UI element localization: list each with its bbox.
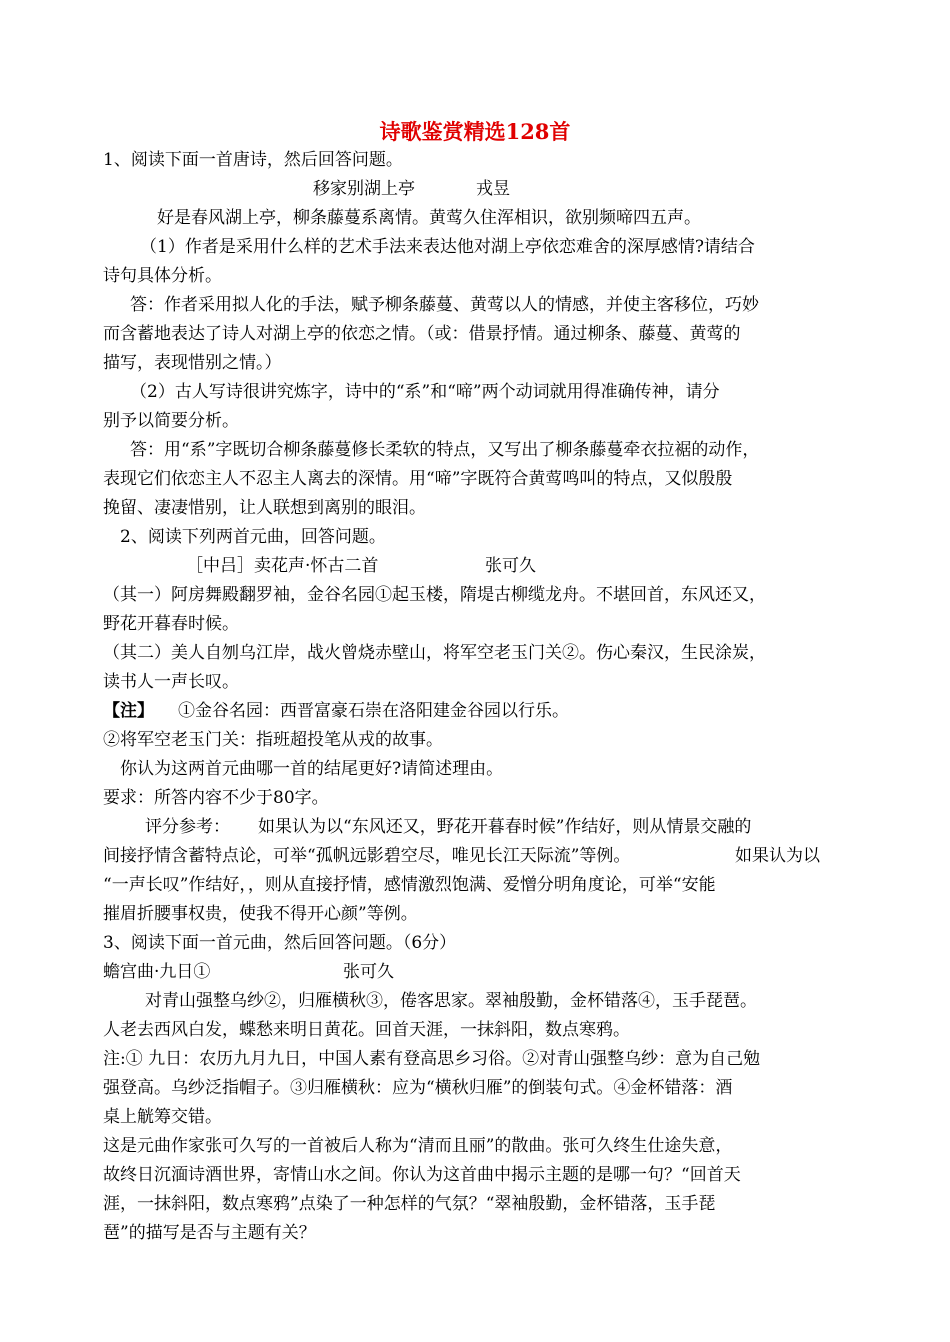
qu-2-part-2: （其二）美人自刎乌江岸，战火曾烧赤壁山，将军空老玉门关②。伤心秦汉，生民涂炭， (103, 643, 766, 663)
qu-2-part-1-cont: 野花开暮春时候。 (103, 614, 239, 634)
scoring-1-cont: 间接抒情含蓄特点论，可举“孤帆远影碧空尽，唯见长江天际流”等例。 (103, 846, 631, 866)
qu-3-author: 张可久 (343, 962, 394, 982)
question-3-ask-cont3: 琶”的描写是否与主题有关？ (103, 1223, 316, 1243)
question-1-2-cont: 别予以简要分析。 (103, 411, 239, 431)
question-1-prompt: 1、阅读下面一首唐诗，然后回答问题。 (103, 150, 403, 170)
question-1-1-cont: 诗句具体分析。 (103, 266, 222, 286)
answer-1-2: 答：用“系”字既切合柳条藤蔓修长柔软的特点，又写出了柳条藤蔓牵衣拉裾的动作， (130, 440, 760, 460)
scoring-2-cont2: 摧眉折腰事权贵，使我不得开心颜”等例。 (103, 904, 418, 924)
note-1: ①金谷名园：西晋富豪石崇在洛阳建金谷园以行乐。 (178, 701, 569, 721)
scoring-2-cont: “一声长叹”作结好，，则从直接抒情，感情激烈饱满、爱憎分明角度论，可举“安能 (103, 875, 716, 895)
answer-1-1-cont2: 描写，表现惜别之情。） (103, 353, 282, 373)
qu-3-notes-cont2: 桌上觥筹交错。 (103, 1107, 222, 1127)
question-2-requirement: 要求：所答内容不少于80字。 (103, 788, 329, 808)
poem-1-title: 移家别湖上亭 (313, 179, 415, 199)
qu-3-text-cont: 人老去西风白发，蝶愁来明日黄花。回首天涯，一抹斜阳，数点寒鸦。 (103, 1020, 630, 1040)
question-2-ask: 你认为这两首元曲哪一首的结尾更好?请简述理由。 (120, 759, 504, 779)
scoring-1: 如果认为以“东风还又，野花开暮春时候”作结好，则从情景交融的 (258, 817, 752, 837)
document-title: 诗歌鉴赏精选128首 (379, 119, 571, 144)
qu-3-notes: 注:① 九日：农历九月九日，中国人素有登高思乡习俗。②对青山强整乌纱：意为自己勉 (103, 1049, 761, 1069)
note-label: 【注】 (103, 701, 154, 721)
poem-1-author: 戎昱 (476, 179, 510, 199)
qu-2-author: 张可久 (485, 556, 536, 576)
question-1-1: （1）作者是采用什么样的艺术手法来表达他对湖上亭依恋难舍的深厚感情?请结合 (140, 237, 755, 257)
question-3-ask: 这是元曲作家张可久写的一首被后人称为“清而且丽”的散曲。张可久终生仕途失意， (103, 1136, 733, 1156)
poem-1-text: 好是春风湖上亭，柳条藤蔓系离情。黄莺久住浑相识，欲别频啼四五声。 (157, 208, 701, 228)
answer-1-2-cont2: 挽留、凄凄惜别，让人联想到离别的眼泪。 (103, 498, 426, 518)
answer-1-1-cont: 而含蓄地表达了诗人对湖上亭的依恋之情。（或：借景抒情。通过柳条、藤蔓、黄莺的 (103, 324, 741, 344)
qu-3-text: 对青山强整乌纱②，归雁横秋③，倦客思家。翠袖殷勤，金杯错落④，玉手琵琶。 (145, 991, 757, 1011)
question-3-ask-cont: 故终日沉湎诗酒世界，寄情山水之间。你认为这首曲中揭示主题的是哪一句？“回首天 (103, 1165, 741, 1185)
question-3-ask-cont2: 涯，一抹斜阳，数点寒鸦”点染了一种怎样的气氛？“翠袖殷勤，金杯错落，玉手琵 (103, 1194, 716, 1214)
question-3-prompt: 3、阅读下面一首元曲，然后回答问题。（6分） (103, 933, 457, 953)
qu-2-part-1: （其一）阿房舞殿翻罗袖，金谷名园①起玉楼，隋堤古柳缆龙舟。不堪回首，东风还又， (103, 585, 766, 605)
qu-3-notes-cont: 强登高。乌纱泛指帽子。③归雁横秋：应为“横秋归雁”的倒装句式。④金杯错落：酒 (103, 1078, 733, 1098)
scoring-label: 评分参考： (145, 817, 230, 837)
scoring-2: 如果认为以 (735, 846, 820, 866)
qu-3-title: 蟾宫曲·九日① (103, 962, 211, 982)
answer-1-1: 答：作者采用拟人化的手法，赋予柳条藤蔓、黄莺以人的情感，并使主客移位，巧妙 (130, 295, 759, 315)
question-1-2: （2）古人写诗很讲究炼字，诗中的“系”和“啼”两个动词就用得准确传神，请分 (130, 382, 720, 402)
qu-2-part-2-cont: 读书人一声长叹。 (103, 672, 239, 692)
note-2: ②将军空老玉门关：指班超投笔从戎的故事。 (103, 730, 443, 750)
qu-2-title: ［中吕］卖花声·怀古二首 (186, 556, 379, 576)
answer-1-2-cont: 表现它们依恋主人不忍主人离去的深情。用“啼”字既符合黄莺鸣叫的特点，又似殷殷 (103, 469, 733, 489)
question-2-prompt: 2、阅读下列两首元曲，回答问题。 (120, 527, 386, 547)
